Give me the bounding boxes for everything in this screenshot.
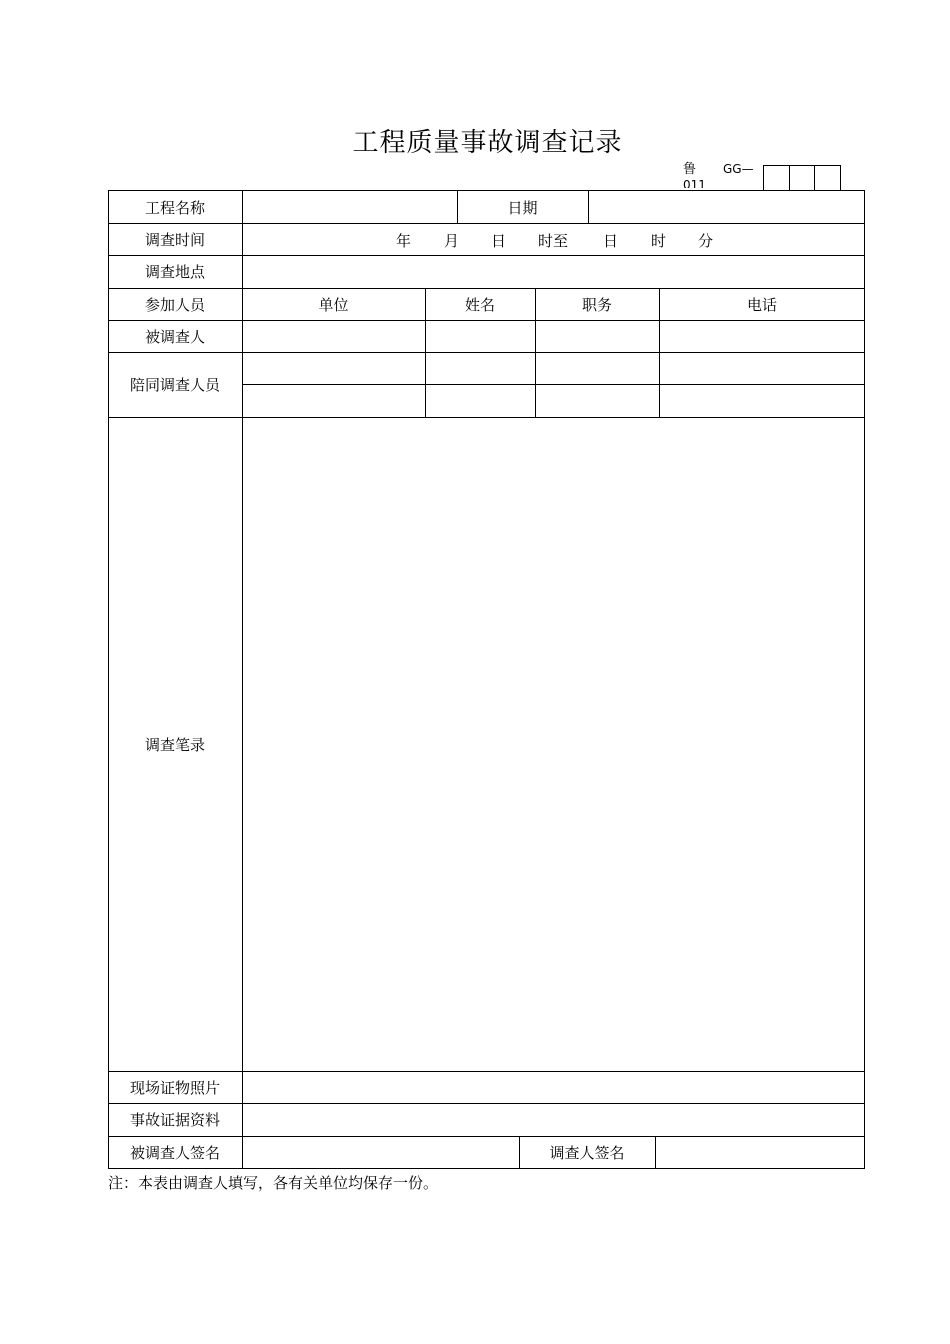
label-photos: 现场证物照片 (129, 1078, 220, 1097)
survey-place-field[interactable] (243, 256, 864, 288)
label-accompanying: 陪同调查人员 (129, 376, 220, 394)
page-title: 工程质量事故调查记录 (352, 128, 623, 158)
time-day: 日 (491, 232, 507, 250)
investigator-signature-field[interactable] (656, 1137, 864, 1168)
time-hour-to: 时至 (538, 232, 569, 250)
date-field[interactable] (589, 191, 864, 223)
serial-number-boxes[interactable] (763, 165, 841, 191)
row-divider (242, 384, 865, 385)
time-day-end: 日 (603, 232, 619, 250)
label-notes: 调查笔录 (144, 735, 205, 754)
column-header-name: 姓名 (464, 295, 495, 314)
form-code-number: 011 (683, 179, 706, 188)
label-project-name: 工程名称 (144, 198, 205, 217)
column-header-position: 职务 (581, 295, 612, 314)
serial-box[interactable] (790, 166, 816, 191)
serial-box[interactable] (815, 166, 840, 191)
evidence-field[interactable] (243, 1104, 864, 1136)
time-hour-end: 时 (651, 232, 667, 250)
column-header-unit: 单位 (318, 295, 349, 314)
label-participants: 参加人员 (144, 295, 205, 314)
form-code-series: GG— (723, 162, 754, 176)
label-evidence: 事故证据资料 (129, 1111, 220, 1129)
respondent-signature-field[interactable] (243, 1137, 519, 1168)
footnote: 注：本表由调查人填写，各有关单位均保存一份。 (108, 1174, 439, 1192)
time-month: 月 (444, 232, 460, 250)
label-respondent: 被调查人 (144, 327, 205, 346)
project-name-field[interactable] (243, 191, 457, 223)
photos-field[interactable] (243, 1072, 864, 1103)
column-header-phone: 电话 (746, 295, 777, 314)
serial-box[interactable] (764, 166, 790, 191)
form-code-prefix: 鲁 (683, 162, 697, 177)
label-investigator-signature: 调查人签名 (549, 1143, 625, 1162)
time-year: 年 (396, 232, 412, 250)
label-respondent-signature: 被调查人签名 (129, 1143, 220, 1162)
notes-field[interactable] (243, 418, 864, 1071)
time-minute: 分 (698, 232, 714, 250)
label-survey-place: 调查地点 (144, 263, 205, 281)
label-date: 日期 (507, 198, 538, 217)
label-survey-time: 调查时间 (144, 230, 205, 249)
